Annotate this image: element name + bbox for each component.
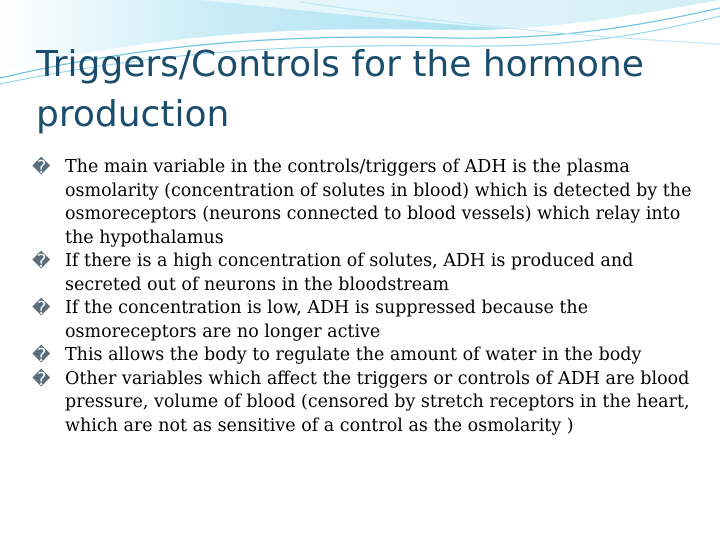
bullet-text: The main variable in the controls/triggers of ADH is the plasma osmolarity (concentration of solutes in blood) which is detected by the osmoreceptors (neurons connected to blood vessels) which relay into the hypothalamus [65,157,692,248]
bullet-item [32,344,692,368]
bullet-marker-icon: � [32,368,51,390]
bullet-text: If the concentration is low, ADH is suppressed because the osmoreceptors are no longer active [65,298,589,342]
bullet-text: If there is a high concentration of solutes, ADH is produced and secreted out of neurons in the bloodstream [65,251,634,295]
bullet-marker-icon: � [32,251,51,272]
bullet-item [32,297,692,344]
bullet-text: This allows the body to regulate the amount of water in the body [65,345,642,365]
bullet-item [32,156,692,250]
bullet-marker-icon: � [32,298,51,319]
bullet-text: Other variables which affect the triggers or controls of ADH are blood pressure, volume of blood (censored by stretch receptors in the heart, which are not as sensitive of a control as the osmolarity ) [65,368,690,436]
bullet-item [32,250,692,297]
bullet-marker-icon: � [32,157,51,178]
bullet-list [32,156,692,438]
slide-title: Triggers/Controls for the hormone production [36,44,644,135]
bullet-item [32,368,692,439]
bullet-marker-icon: � [32,345,51,366]
